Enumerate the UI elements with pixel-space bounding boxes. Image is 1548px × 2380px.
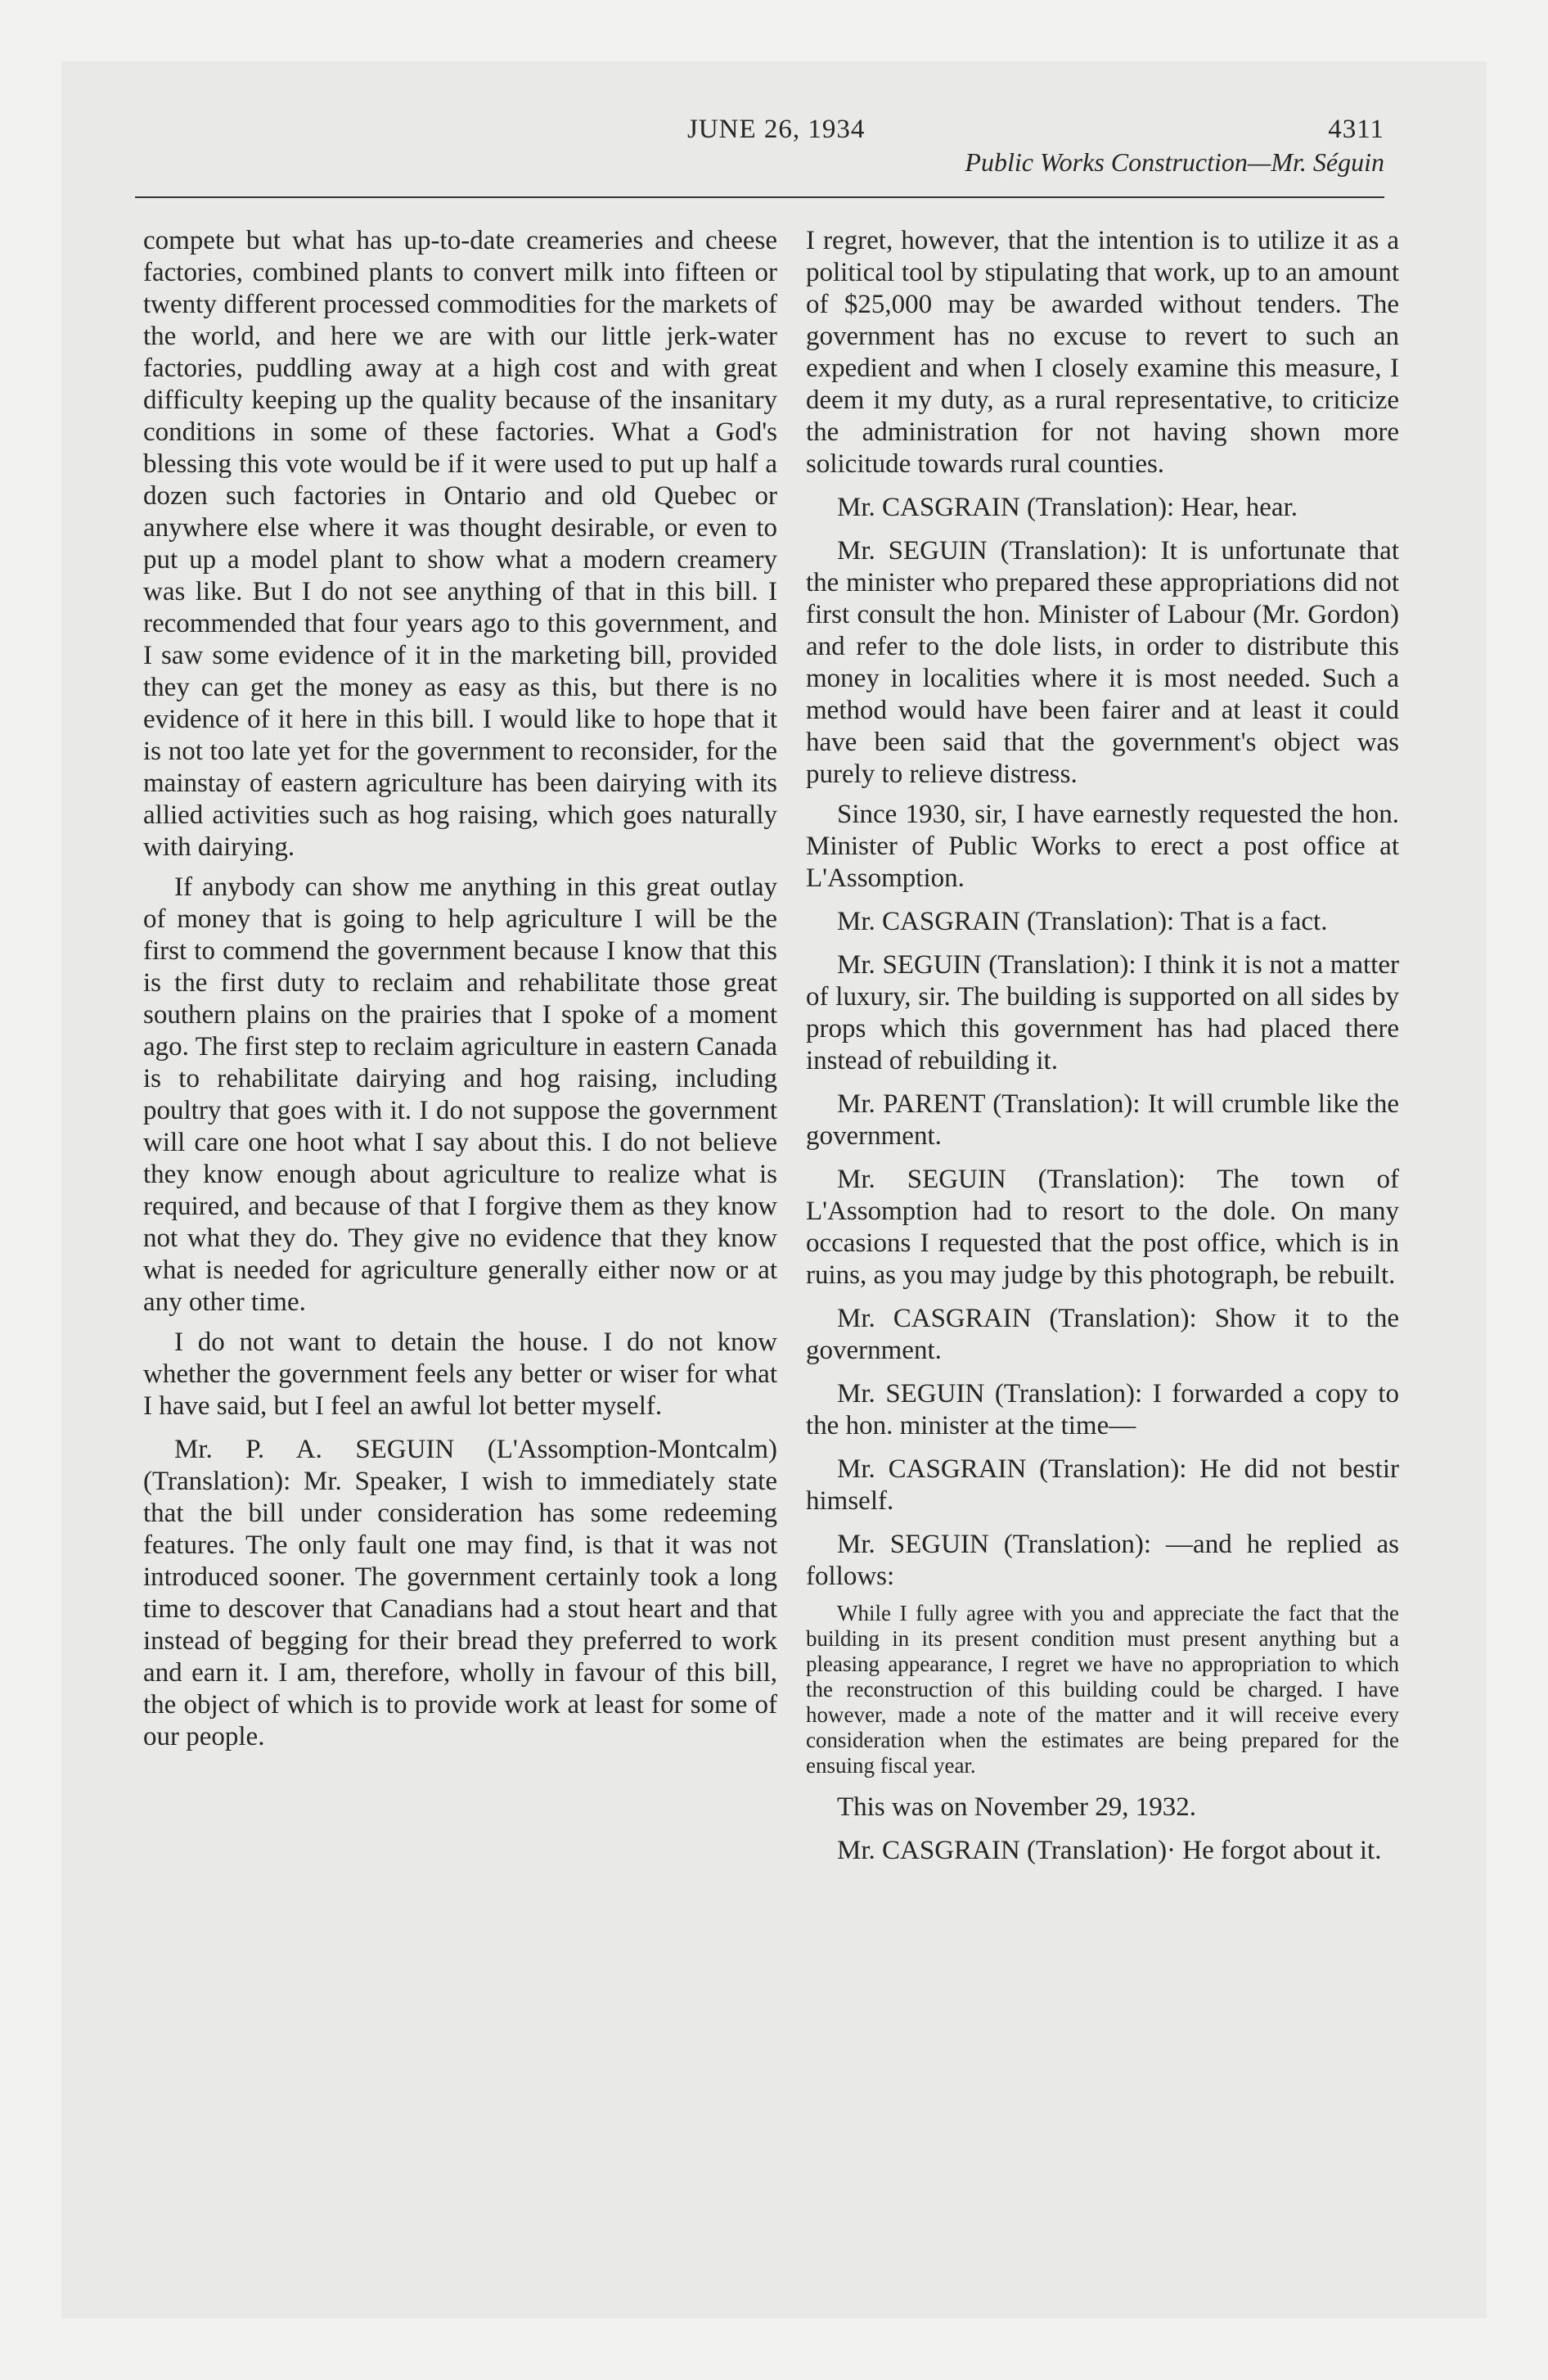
- speech-paragraph: Mr. P. A. SEGUIN (L'Assomption-Montcalm) (Translation): Mr. Speaker, I wish to immediately state that the bill under consideration has some redeeming features. The only fault one may find, is that it was not introduced sooner. The government certainly took a long time to descover that Canadians had a stout heart and that instead of begging for their bread they preferred to work and earn it. I am, therefore, wholly in favour of this bill, the object of which is to provide work at least for some of our people.: [143, 1435, 777, 1751]
- speech-paragraph: Mr. SEGUIN (Translation): It is unfortunate that the minister who prepared these appropriations did not first consult the hon. Minister of Labour (Mr. Gordon) and refer to the dole lists, in order to distribute this money in localities where it is most needed. Such a method would have been fairer and at least it could have been said that the government's object was purely to relieve distress.: [806, 536, 1399, 789]
- speech-paragraph: Mr. PARENT (Translation): It will crumble like the government.: [806, 1089, 1399, 1151]
- header-date: JUNE 26, 1934: [687, 115, 866, 144]
- speech-paragraph: Mr. CASGRAIN (Translation): Hear, hear.: [837, 493, 1298, 522]
- left-column: [143, 225, 777, 1761]
- paragraph: compete but what has up-to-date creameries and cheese factories, combined plants to convert milk into fifteen or twenty different processed commodities for the markets of the world, and here we are with our little jerk-water factories, puddling away at a high cost and with great difficulty keeping up the quality because of the insanitary conditions in some of these factories. What a God's blessing this vote would be if it were used to put up half a dozen such factories in Ontario and old Quebec or anywhere else where it was thought desirable, or even to put up a model plant to show what a modern creamery was like. But I do not see anything of that in this bill. I recommended that four years ago to this government, and I saw some evidence of it in the marketing bill, provided they can get the money as easy as this, but there is no evidence of it here in this bill. I would like to hope that it is not too late yet for the government to reconsider, for the mainstay of eastern agriculture has been dairying with its allied activities such as hog raising, which goes naturally with dairying.: [143, 226, 777, 862]
- page: [61, 61, 1487, 2319]
- page-header: [61, 61, 1487, 213]
- speech-paragraph: Mr. SEGUIN (Translation): —and he replied as follows:: [806, 1530, 1399, 1591]
- paragraph: Since 1930, sir, I have earnestly requested the hon. Minister of Public Works to erect a post office at L'Assomption.: [806, 800, 1399, 893]
- speech-paragraph: Mr. CASGRAIN (Translation): That is a fact.: [837, 907, 1328, 936]
- speech-paragraph: Mr. CASGRAIN (Translation): Show it to the government.: [806, 1304, 1399, 1365]
- paragraph: This was on November 29, 1932.: [837, 1792, 1197, 1822]
- header-subtitle: Public Works Construction—Mr. Séguin: [965, 147, 1384, 177]
- quoted-letter: While I fully agree with you and appreciate the fact that the building in its present condition must present anything but a pleasing appearance, I regret we have no appropriation to which the reconstruction of this building could be charged. I have however, made a note of the matter and it will receive every consideration when the estimates are being prepared for the ensuing fiscal year.: [806, 1601, 1399, 1778]
- speech-paragraph: Mr. SEGUIN (Translation): The town of L'Assomption had to resort to the dole. On many occasions I requested that the post office, which is in ruins, as you may judge by this photograph, be rebuilt.: [806, 1165, 1399, 1290]
- speech-paragraph: Mr. CASGRAIN (Translation): He did not bestir himself.: [806, 1454, 1399, 1516]
- speech-paragraph: Mr. SEGUIN (Translation): I forwarded a copy to the hon. minister at the time—: [806, 1379, 1399, 1440]
- speech-paragraph: Mr. CASGRAIN (Translation)· He forgot about it.: [837, 1836, 1382, 1865]
- page-number: 4311: [1328, 115, 1384, 144]
- speech-paragraph: Mr. SEGUIN (Translation): I think it is not a matter of luxury, sir. The building is supported on all sides by props which this government has had placed there instead of rebuilding it.: [806, 950, 1399, 1075]
- paragraph: I regret, however, that the intention is to utilize it as a political tool by stipulating that work, up to an amount of $25,000 may be awarded without tenders. The government has no excuse to revert to such an expedient and when I closely examine this measure, I deem it my duty, as a rural representative, to criticize the administration for not having shown more solicitude towards rural counties.: [806, 226, 1399, 479]
- header-rule: [135, 196, 1384, 198]
- paragraph: I do not want to detain the house. I do not know whether the government feels any better or wiser for what I have said, but I feel an awful lot better myself.: [143, 1327, 777, 1421]
- paragraph: If anybody can show me anything in this great outlay of money that is going to help agriculture I will be the first to commend the government because I know that this is the first duty to reclaim and rehabilitate those great southern plains on the prairies that I spoke of a moment ago. The first step to reclaim agriculture in eastern Canada is to rehabilitate dairying and hog raising, including poultry that goes with it. I do not suppose the government will care one hoot what I say about this. I do not believe they know enough about agriculture to realize what is required, and because of that I forgive them as they know not what they do. They give no evidence that they know what is needed for agriculture generally either now or at any other time.: [143, 872, 777, 1317]
- right-column: [806, 225, 1399, 1875]
